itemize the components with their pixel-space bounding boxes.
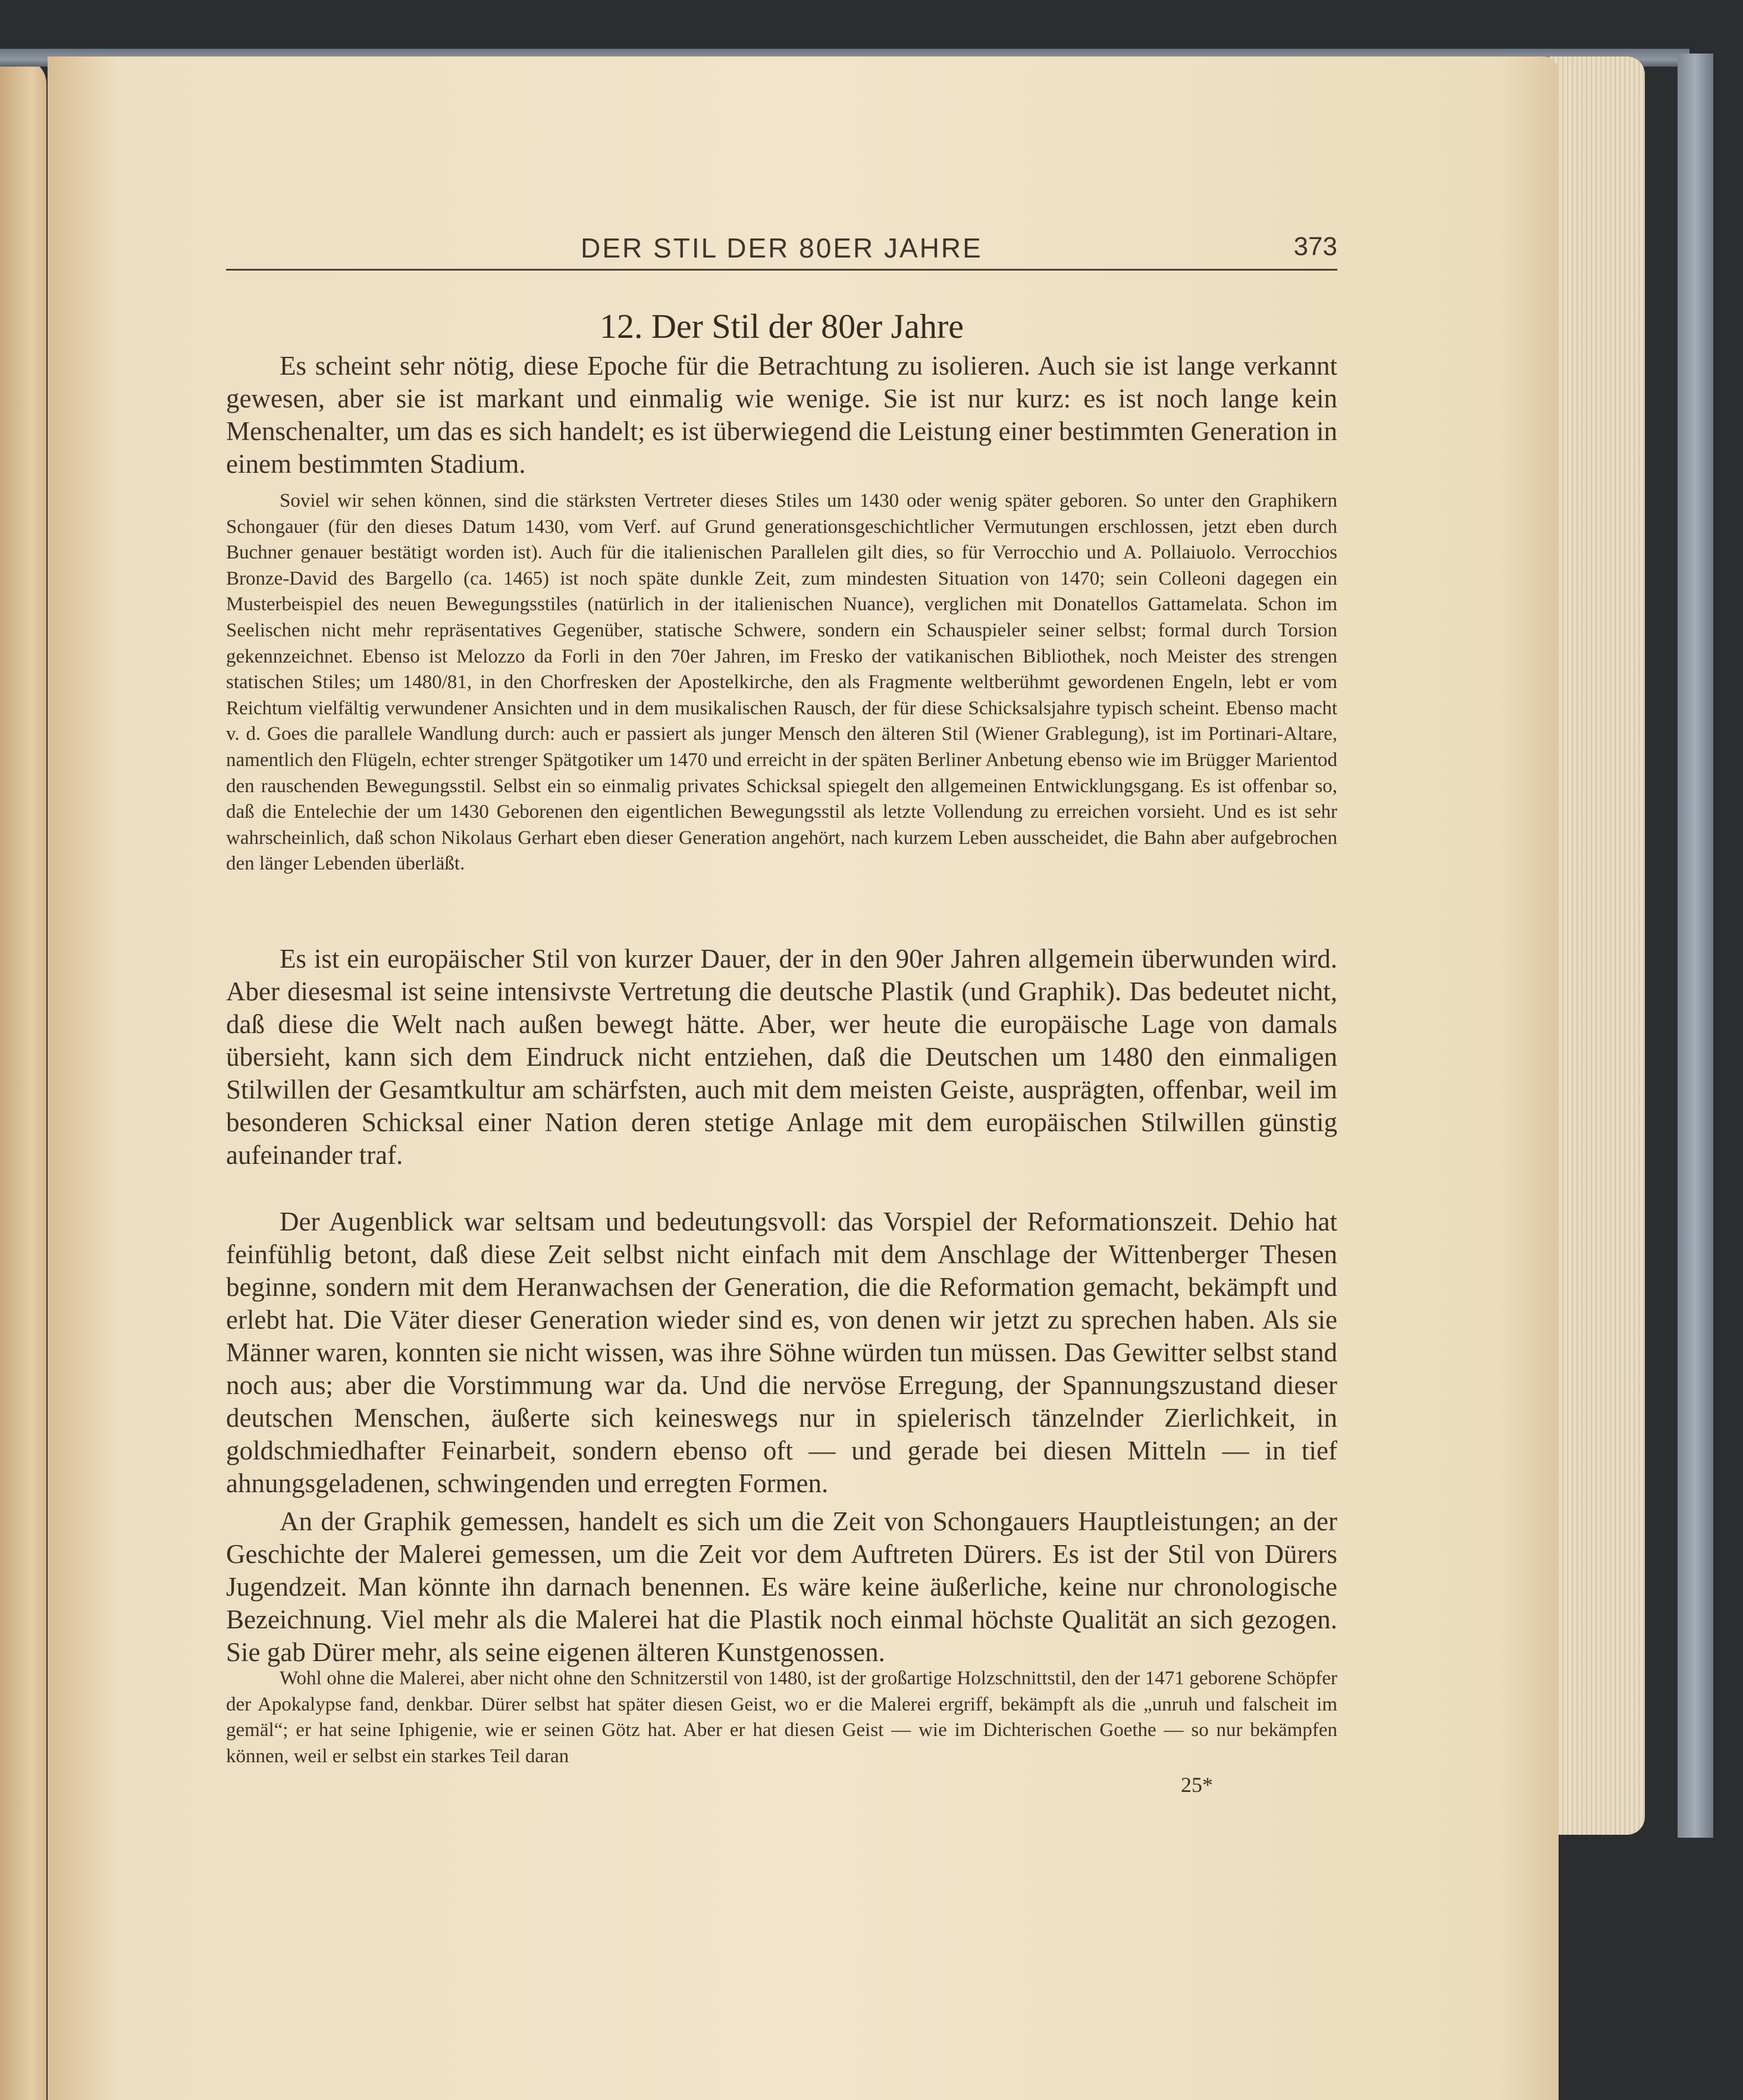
page-number: 373	[1293, 232, 1337, 261]
chapter-heading: 12. Der Stil der 80er Jahre	[599, 307, 964, 346]
running-head	[226, 232, 1337, 271]
paragraph-european-style: Es ist ein europäischer Stil von kurzer Dauer, der in den 90er Jahren allgemein überwunden wird. Aber diesesmal ist seine intensivste Vertretung die deutsche Plastik (und Graphik). Das bedeutet nicht, daß diese die Welt nach außen bewegt hätte. Aber, wer heute die europäische Lage von damals übersieht, kann sich dem Eindruck nicht entziehen, daß die Deutschen um 1480 den einmaligen Stilwillen der Gesamtkultur am schärfsten, auch mit dem meisten Geiste, ausprägten, offenbar, weil im besonderen Schicksal einer Nation deren stetige Anlage mit dem europäischen Stilwillen günstig aufeinander traf.	[226, 944, 1337, 1170]
page-edges	[1550, 56, 1645, 1835]
book-page	[48, 56, 1559, 2100]
paragraph-reformation: Der Augenblick war seltsam und bedeutungsvoll: das Vorspiel der Reformationszeit. Dehio hat feinfühlig betont, daß diese Zeit selbst nicht einfach mit dem Anschlage der Wittenberger Thesen beginne, sondern mit dem Heranwachsen der Generation, die die Reformation gemacht, bekämpft und erlebt hat. Die Väter dieser Generation wieder sind es, von denen wir jetzt zu sprechen haben. Als sie Männer waren, konnten sie nicht wissen, was ihre Söhne würden tun müssen. Das Gewitter selbst stand noch aus; aber die Vorstimmung war da. Und die nervöse Erregung, der Spannungszustand dieser deutschen Menschen, äußerte sich keineswegs nur in spielerisch tänzelnder Zierlichkeit, in goldschmiedhafter Feinarbeit, sondern ebenso oft — und gerade bei diesen Mitteln — in tief ahnungsgeladenen, schwingenden und erregten Formen.	[226, 1207, 1337, 1498]
signature-mark: 25*	[1181, 1773, 1213, 1797]
paragraph-graphik: An der Graphik gemessen, handelt es sich um die Zeit von Schongauers Hauptleistungen; an der Geschichte der Malerei gemessen, um die Zeit vor dem Auftreten Dürers. Es ist der Stil von Dürers Jugendzeit. Man könnte ihn darnach benennen. Es wäre keine äußerliche, keine nur chronologische Bezeichnung. Viel mehr als die Malerei hat die Plastik noch einmal höchste Qualität an sich gezogen. Sie gab Dürer mehr, als seine eigenen älteren Kunstgenossen.	[226, 1506, 1337, 1667]
book-cover-right	[1678, 54, 1713, 1838]
paragraph-note-duerer: Wohl ohne die Malerei, aber nicht ohne den Schnitzerstil von 1480, ist der großartige Holzschnittstil, den der 1471 geborene Schöpfer der Apokalypse fand, denkbar. Dürer selbst hat später diesen Geist, wo er die Malerei ergriff, bekämpft als die „unruh und falscheit im gemäl“; er hat seine Iphigenie, wie er seinen Götz hat. Aber er hat diesen Geist — wie im Dichterischen Goethe — so nur bekämpfen können, weil er selbst ein starkes Teil daran	[226, 1668, 1337, 1767]
paragraph-intro: Es scheint sehr nötig, diese Epoche für die Betrachtung zu isolieren. Auch sie ist lange verkannt gewesen, aber sie ist markant und einmalig wie wenige. Sie ist nur kurz: es ist noch lange kein Menschenalter, um das es sich handelt; es ist überwiegend die Leistung einer bestimmten Generation in einem bestimmten Stadium.	[226, 351, 1337, 479]
paragraph-note-generations: Soviel wir sehen können, sind die stärksten Vertreter dieses Stiles um 1430 oder wenig später geboren. So unter den Graphikern Schongauer (für den dieses Datum 1430, vom Verf. auf Grund generationsgeschichtlicher Vermutungen erschlossen, jetzt eben durch Buchner genauer bestätigt worden ist). Auch für die italienischen Parallelen gilt dies, so für Verrocchio und A. Pollaiuolo. Verrocchios Bronze-David des Bargello (ca. 1465) ist noch späte dunkle Zeit, zum mindesten Situation von 1470; sein Colleoni dagegen ein Musterbeispiel des neuen Bewegungsstiles (natürlich in der italienischen Nuance), verglichen mit Donatellos Gattamelata. Schon im Seelischen nicht mehr repräsentatives Gegenüber, statische Schwere, sondern ein Schauspieler seiner selbst; formal durch Torsion gekennzeichnet. Ebenso ist Melozzo da Forli in den 70er Jahren, im Fresko der vatikanischen Bibliothek, noch Meister des strengen statischen Stiles; um 1480/81, in den Chorfresken der Apostelkirche, den als Fragmente weltberühmt gewordenen Engeln, lebt er vom Reichtum vielfältig verwundener Ansichten und in dem musikalischen Rausch, der für diese Schicksalsjahre typisch scheint. Ebenso macht v. d. Goes die parallele Wandlung durch: auch er passiert als junger Mensch den älteren Stil (Wiener Grablegung), ist im Portinari-Altare, namentlich den Flügeln, echter strenger Spätgotiker um 1470 und erreicht in der späten Berliner Anbetung ebenso wie im Brügger Marientod den rauschenden Bewegungsstil. Selbst ein so einmalig privates Schicksal spiegelt den allgemeinen Entwicklungsgang. Es ist offenbar so, daß die Entelechie der um 1430 Geborenen den eigentlichen Bewegungsstil als letzte Vollendung zu erreichen vorsieht. Und es ist sehr wahrscheinlich, daß schon Nikolaus Gerhart eben dieser Generation angehört, nach kurzem Leben ausscheidet, die Bahn aber aufgebrochen den länger Lebenden überläßt.	[226, 490, 1337, 875]
running-title: DER STIL DER 80ER JAHRE	[581, 233, 983, 263]
left-page-edge	[0, 59, 46, 2100]
